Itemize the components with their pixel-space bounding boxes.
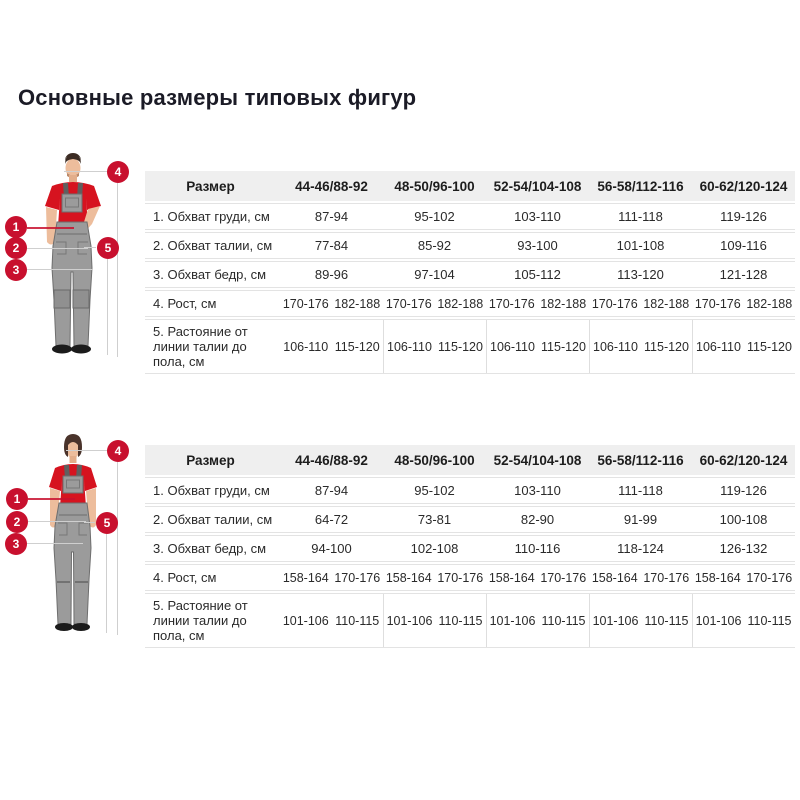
- value: 115-120: [541, 339, 586, 354]
- row-label: 4. Рост, см: [153, 296, 217, 311]
- row-label: 2. Обхват талии, см: [153, 512, 273, 527]
- row-label: 5. Растояние от линии талии до пола, см: [153, 598, 248, 643]
- value-pair-cell: [280, 594, 383, 647]
- value-cell: 73-81: [417, 512, 452, 527]
- value-pair-cell: [692, 320, 795, 373]
- measure-line-chest: [28, 498, 75, 500]
- size-block-men: [0, 150, 800, 380]
- value-pair-cell: [692, 594, 795, 647]
- value-cell: 111-118: [618, 483, 663, 498]
- value: 158-164: [282, 570, 329, 585]
- value-cell: 126-132: [719, 541, 768, 556]
- row-label: 1. Обхват груди, см: [153, 209, 270, 224]
- table-header-row: [145, 171, 795, 201]
- measure-line-chest: [27, 227, 74, 229]
- value-cell: 103-110: [514, 209, 561, 224]
- value: 110-115: [644, 613, 689, 628]
- measure-marker-2: 2: [5, 237, 27, 259]
- measure-marker-3: 3: [5, 259, 27, 281]
- value: 101-106: [695, 613, 742, 628]
- measure-line: [117, 462, 118, 635]
- measure-line: [117, 183, 118, 357]
- value: 170-176: [437, 570, 484, 585]
- figure-woman: [0, 420, 145, 650]
- value: 170-176: [694, 296, 741, 311]
- value-cell: 103-110: [514, 483, 561, 498]
- value-cell: 85-92: [417, 238, 452, 253]
- size-column-header: 60-62/120-124: [699, 178, 788, 194]
- value-pair-cell: [383, 571, 486, 585]
- value-cell: 95-102: [414, 209, 455, 224]
- value: 115-120: [644, 339, 689, 354]
- value-cell: 100-108: [719, 512, 768, 527]
- value-cell: 93-100: [517, 238, 558, 253]
- measure-marker-5: 5: [96, 512, 118, 534]
- value-cell: 102-108: [410, 541, 459, 556]
- table-row: [145, 593, 795, 648]
- measure-line: [27, 269, 93, 270]
- value-cell: 118-124: [617, 541, 664, 556]
- row-label: 4. Рост, см: [153, 570, 217, 585]
- table-row: [145, 319, 795, 374]
- value-pair-cell: [280, 320, 383, 373]
- measure-column-header: Размер: [186, 452, 235, 468]
- value: 110-115: [438, 613, 483, 628]
- value-pair-cell: [280, 297, 383, 311]
- value-cell: 110-116: [514, 541, 561, 556]
- value-cell: 97-104: [414, 267, 455, 282]
- value-cell: 119-126: [720, 483, 767, 498]
- value-pair-cell: [589, 297, 692, 311]
- measure-line: [106, 534, 107, 633]
- value-cell: 121-128: [719, 267, 768, 282]
- measure-line: [27, 543, 83, 544]
- size-column-header: 60-62/120-124: [699, 452, 788, 468]
- value: 106-110: [490, 339, 535, 354]
- measure-line: [107, 259, 108, 355]
- table-row: [145, 477, 795, 504]
- value: 170-176: [282, 296, 329, 311]
- value: 170-176: [385, 296, 432, 311]
- value-pair-cell: [589, 571, 692, 585]
- value: 170-176: [488, 296, 535, 311]
- table-row: [145, 506, 795, 533]
- value: 170-176: [591, 296, 638, 311]
- value: 170-176: [643, 570, 690, 585]
- value: 101-106: [386, 613, 433, 628]
- table-row: [145, 261, 795, 288]
- value: 170-176: [540, 570, 587, 585]
- value: 106-110: [696, 339, 741, 354]
- value: 101-106: [282, 613, 329, 628]
- figure-man: [0, 150, 145, 380]
- value: 182-188: [437, 296, 484, 311]
- value: 115-120: [334, 339, 380, 354]
- value: 158-164: [385, 570, 432, 585]
- measure-marker-2: 2: [6, 511, 28, 533]
- measure-line: [64, 171, 107, 172]
- measure-line: [28, 521, 86, 522]
- measure-marker-1: 1: [6, 488, 28, 510]
- measure-marker-3: 3: [5, 533, 27, 555]
- measure-line: [84, 247, 96, 248]
- page-title: Основные размеры типовых фигур: [18, 84, 417, 110]
- value-pair-cell: [692, 571, 795, 585]
- size-column-header: 56-58/112-116: [597, 452, 684, 468]
- value-cell: 87-94: [314, 209, 349, 224]
- size-column-header: 44-46/88-92: [295, 452, 368, 468]
- value: 182-188: [540, 296, 587, 311]
- value-cell: 77-84: [314, 238, 349, 253]
- value: 115-120: [747, 339, 792, 354]
- value: 158-164: [591, 570, 638, 585]
- value-cell: 119-126: [720, 209, 767, 224]
- value-cell: 89-96: [314, 267, 349, 282]
- size-column-header: 52-54/104-108: [493, 452, 582, 468]
- value: 110-115: [335, 613, 380, 628]
- value-cell: 91-99: [623, 512, 658, 527]
- table-row: [145, 232, 795, 259]
- value-cell: 82-90: [520, 512, 555, 527]
- value: 106-110: [283, 339, 329, 354]
- value-pair-cell: [383, 594, 486, 647]
- size-column-header: 56-58/112-116: [597, 178, 684, 194]
- table-row: [145, 203, 795, 230]
- measure-column-header: Размер: [186, 178, 235, 194]
- row-label: 3. Обхват бедр, см: [153, 267, 267, 282]
- value-cell: 109-116: [720, 238, 767, 253]
- value: 158-164: [694, 570, 741, 585]
- table-row: [145, 535, 795, 562]
- value-cell: 113-120: [617, 267, 664, 282]
- size-table-men: [145, 171, 795, 376]
- table-row: [145, 290, 795, 317]
- table-header-row: [145, 445, 795, 475]
- measure-line: [84, 522, 95, 523]
- value-cell: 64-72: [314, 512, 349, 527]
- value-cell: 95-102: [414, 483, 455, 498]
- value: 101-106: [592, 613, 639, 628]
- size-column-header: 52-54/104-108: [493, 178, 582, 194]
- value-cell: 87-94: [314, 483, 349, 498]
- measure-line: [66, 450, 107, 451]
- value: 110-115: [747, 613, 792, 628]
- value: 106-110: [387, 339, 432, 354]
- value-pair-cell: [692, 297, 795, 311]
- value: 101-106: [489, 613, 536, 628]
- value-pair-cell: [486, 320, 589, 373]
- row-label: 5. Растояние от линии талии до пола, см: [153, 324, 248, 369]
- size-table-women: [145, 445, 795, 650]
- value-pair-cell: [486, 571, 589, 585]
- value-pair-cell: [589, 320, 692, 373]
- size-column-header: 44-46/88-92: [295, 178, 368, 194]
- value-cell: 94-100: [311, 541, 352, 556]
- value: 182-188: [334, 296, 381, 311]
- value: 106-110: [593, 339, 638, 354]
- value: 110-115: [541, 613, 586, 628]
- row-label: 1. Обхват груди, см: [153, 483, 270, 498]
- size-column-header: 48-50/96-100: [394, 178, 475, 194]
- measure-marker-4: 4: [107, 161, 129, 183]
- value: 170-176: [334, 570, 381, 585]
- value-pair-cell: [383, 297, 486, 311]
- value: 170-176: [746, 570, 793, 585]
- table-row: [145, 564, 795, 591]
- value-pair-cell: [486, 594, 589, 647]
- value-pair-cell: [589, 594, 692, 647]
- value: 158-164: [488, 570, 535, 585]
- value-pair-cell: [280, 571, 383, 585]
- row-label: 2. Обхват талии, см: [153, 238, 273, 253]
- value: 182-188: [746, 296, 793, 311]
- value: 115-120: [438, 339, 483, 354]
- measure-marker-5: 5: [97, 237, 119, 259]
- measure-marker-4: 4: [107, 440, 129, 462]
- size-column-header: 48-50/96-100: [394, 452, 475, 468]
- row-label: 3. Обхват бедр, см: [153, 541, 267, 556]
- measure-marker-1: 1: [5, 216, 27, 238]
- measure-line: [27, 248, 88, 249]
- value-cell: 105-112: [514, 267, 561, 282]
- value-pair-cell: [486, 297, 589, 311]
- size-block-women: [0, 420, 800, 655]
- value-cell: 101-108: [616, 238, 665, 253]
- value-cell: 111-118: [618, 209, 663, 224]
- value-pair-cell: [383, 320, 486, 373]
- value: 182-188: [643, 296, 690, 311]
